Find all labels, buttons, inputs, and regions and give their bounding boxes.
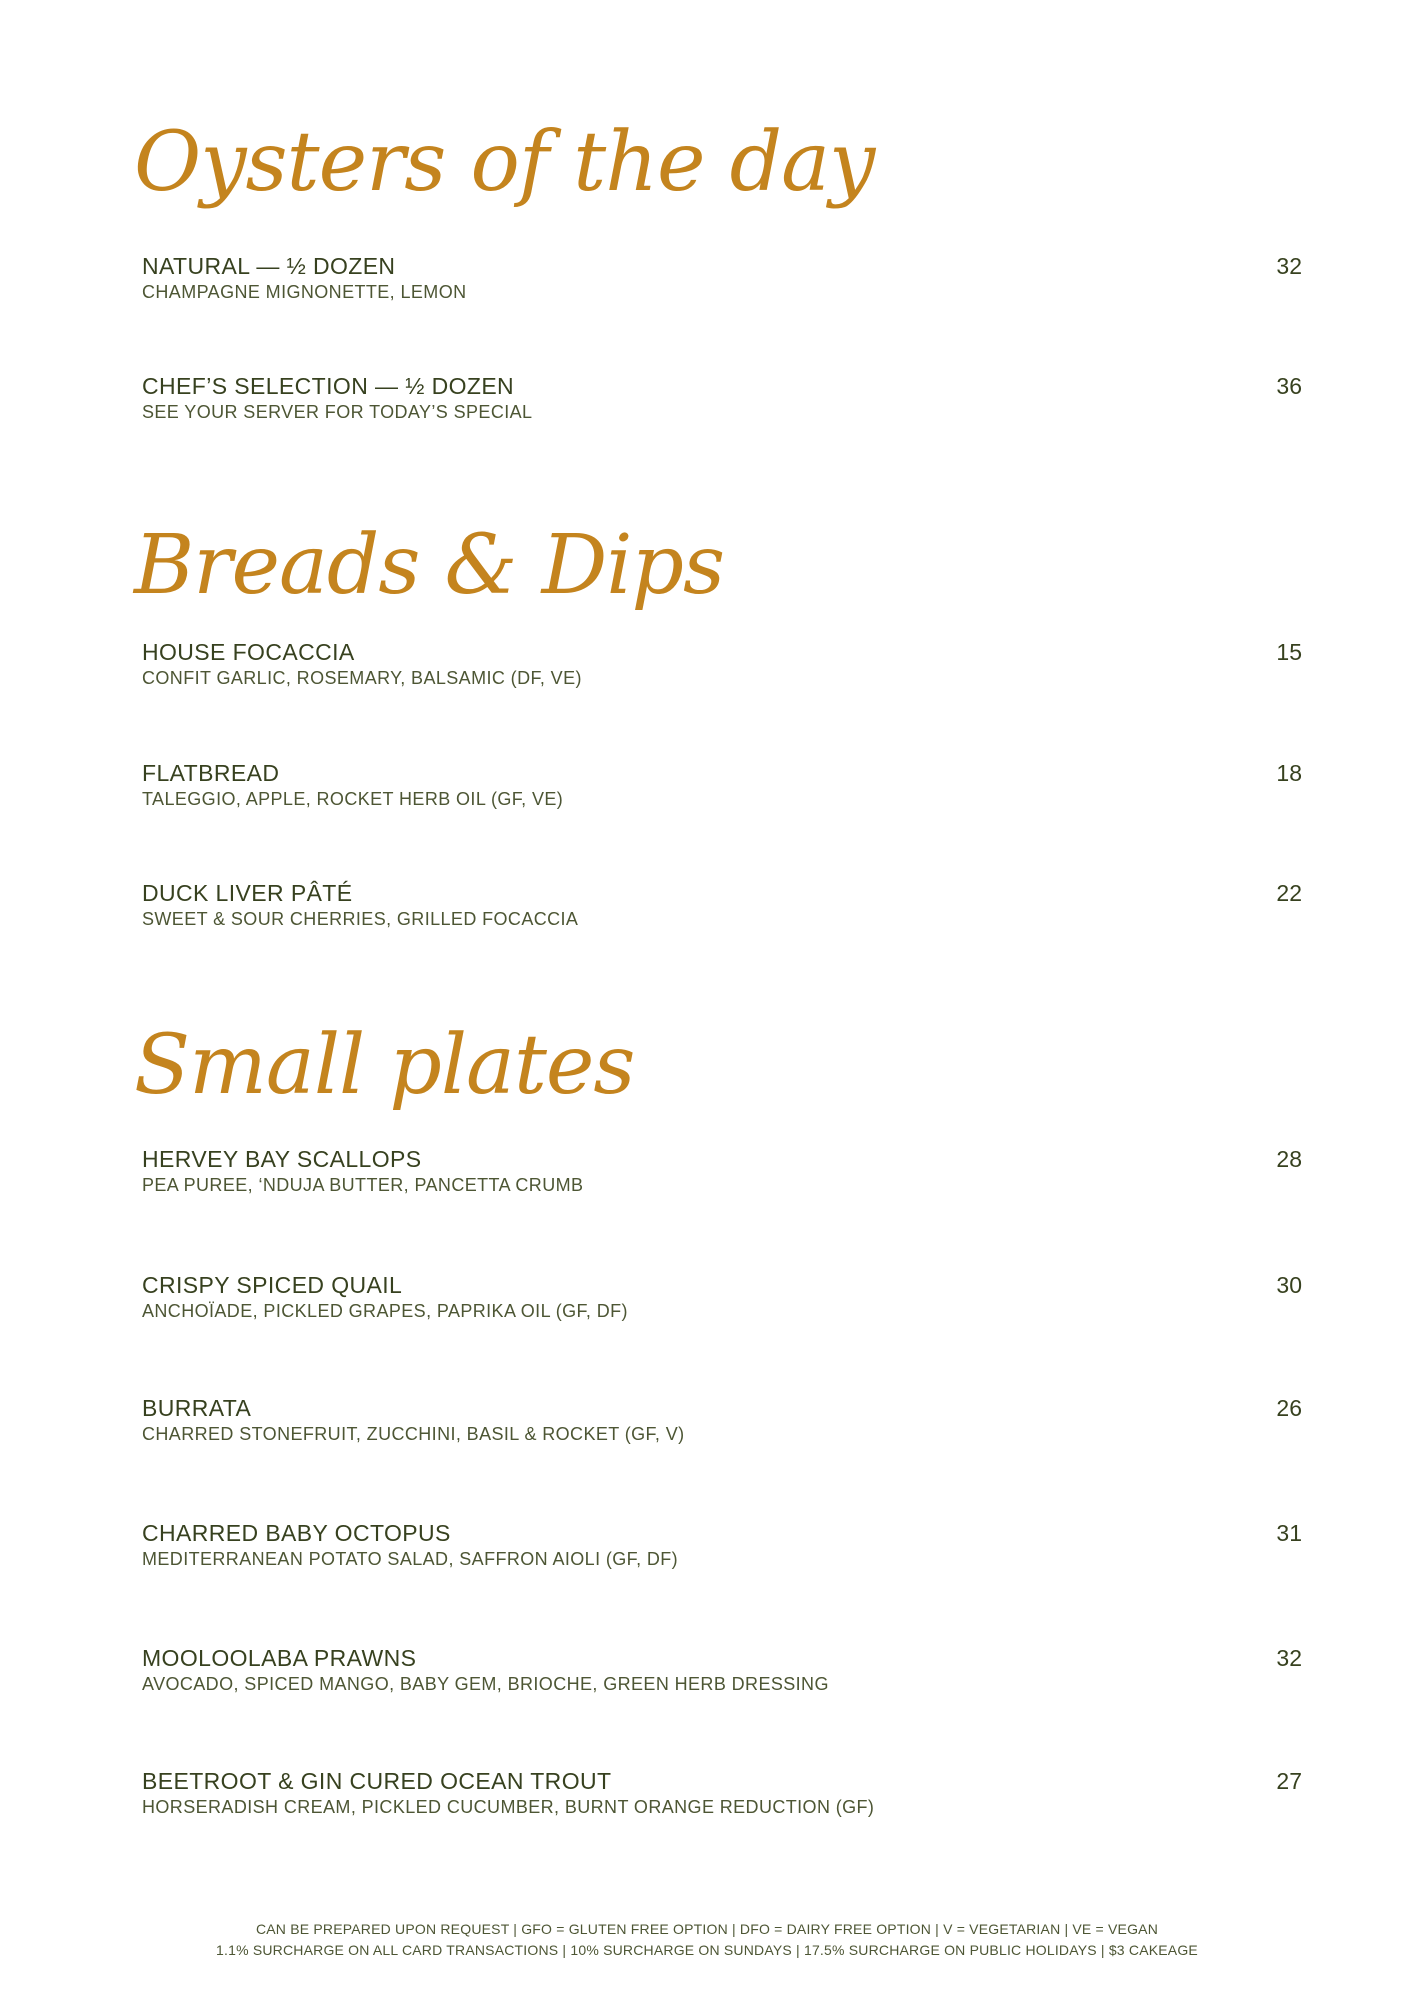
section-title-small-plates: Small plates	[134, 1018, 635, 1113]
item-description: CONFIT GARLIC, ROSEMARY, BALSAMIC (DF, VE)	[142, 668, 582, 688]
menu-item	[142, 253, 1302, 313]
item-description: TALEGGIO, APPLE, ROCKET HERB OIL (GF, VE)	[142, 789, 564, 809]
item-name: NATURAL — ½ DOZEN	[142, 253, 396, 279]
item-description: SWEET & SOUR CHERRIES, GRILLED FOCACCIA	[142, 909, 579, 929]
menu-item	[142, 880, 1302, 940]
item-price: 27	[1276, 1768, 1302, 1794]
item-price: 32	[1276, 253, 1302, 279]
item-name: HERVEY BAY SCALLOPS	[142, 1146, 422, 1172]
menu-item	[142, 1768, 1302, 1828]
item-name: HOUSE FOCACCIA	[142, 639, 355, 665]
item-price: 22	[1276, 880, 1302, 906]
item-description: CHAMPAGNE MIGNONETTE, LEMON	[142, 282, 467, 302]
item-price: 28	[1276, 1146, 1302, 1172]
menu-item	[142, 1272, 1302, 1332]
item-price: 30	[1276, 1272, 1302, 1298]
item-name: BEETROOT & GIN CURED OCEAN TROUT	[142, 1768, 612, 1794]
menu-item	[142, 1395, 1302, 1455]
menu-item	[142, 373, 1302, 433]
item-description: MEDITERRANEAN POTATO SALAD, SAFFRON AIOLI (GF, DF)	[142, 1549, 679, 1569]
item-name: CRISPY SPICED QUAIL	[142, 1272, 403, 1298]
item-price: 26	[1276, 1395, 1302, 1421]
menu-item	[142, 639, 1302, 699]
item-description: PEA PUREE, ‘NDUJA BUTTER, PANCETTA CRUMB	[142, 1175, 584, 1195]
item-description: SEE YOUR SERVER FOR TODAY’S SPECIAL	[142, 402, 533, 422]
item-price: 31	[1276, 1520, 1302, 1546]
footer-dietary-legend: CAN BE PREPARED UPON REQUEST | GFO = GLUTEN FREE OPTION | DFO = DAIRY FREE OPTION | V = VEGETARIAN | VE = VEGAN	[255, 1921, 1159, 1937]
item-description: ANCHOÏADE, PICKLED GRAPES, PAPRIKA OIL (GF, DF)	[142, 1301, 628, 1321]
item-name: FLATBREAD	[142, 760, 280, 786]
section-title-oysters: Oysters of the day	[134, 115, 875, 210]
item-price: 18	[1276, 760, 1302, 786]
menu-item	[142, 1520, 1302, 1580]
item-name: MOOLOOLABA PRAWNS	[142, 1645, 417, 1671]
item-price: 32	[1276, 1645, 1302, 1671]
menu-item	[142, 760, 1302, 820]
item-name: CHARRED BABY OCTOPUS	[142, 1520, 451, 1546]
item-name: BURRATA	[142, 1395, 252, 1421]
item-price: 15	[1276, 639, 1302, 665]
item-price: 36	[1276, 373, 1302, 399]
item-name: CHEF’S SELECTION — ½ DOZEN	[142, 373, 515, 399]
menu-item	[142, 1146, 1302, 1206]
menu-item	[142, 1645, 1302, 1705]
item-name: DUCK LIVER PÂTÉ	[142, 880, 353, 906]
section-title-breads-dips: Breads & Dips	[134, 518, 725, 613]
item-description: CHARRED STONEFRUIT, ZUCCHINI, BASIL & ROCKET (GF, V)	[142, 1424, 685, 1444]
item-description: AVOCADO, SPICED MANGO, BABY GEM, BRIOCHE, GREEN HERB DRESSING	[142, 1674, 829, 1694]
footer-surcharges: 1.1% SURCHARGE ON ALL CARD TRANSACTIONS | 10% SURCHARGE ON SUNDAYS | 17.5% SURCHARGE ON PUBLIC HOLIDAYS | $3 CAKEAGE	[216, 1942, 1198, 1958]
item-description: HORSERADISH CREAM, PICKLED CUCUMBER, BURNT ORANGE REDUCTION (GF)	[142, 1797, 875, 1817]
